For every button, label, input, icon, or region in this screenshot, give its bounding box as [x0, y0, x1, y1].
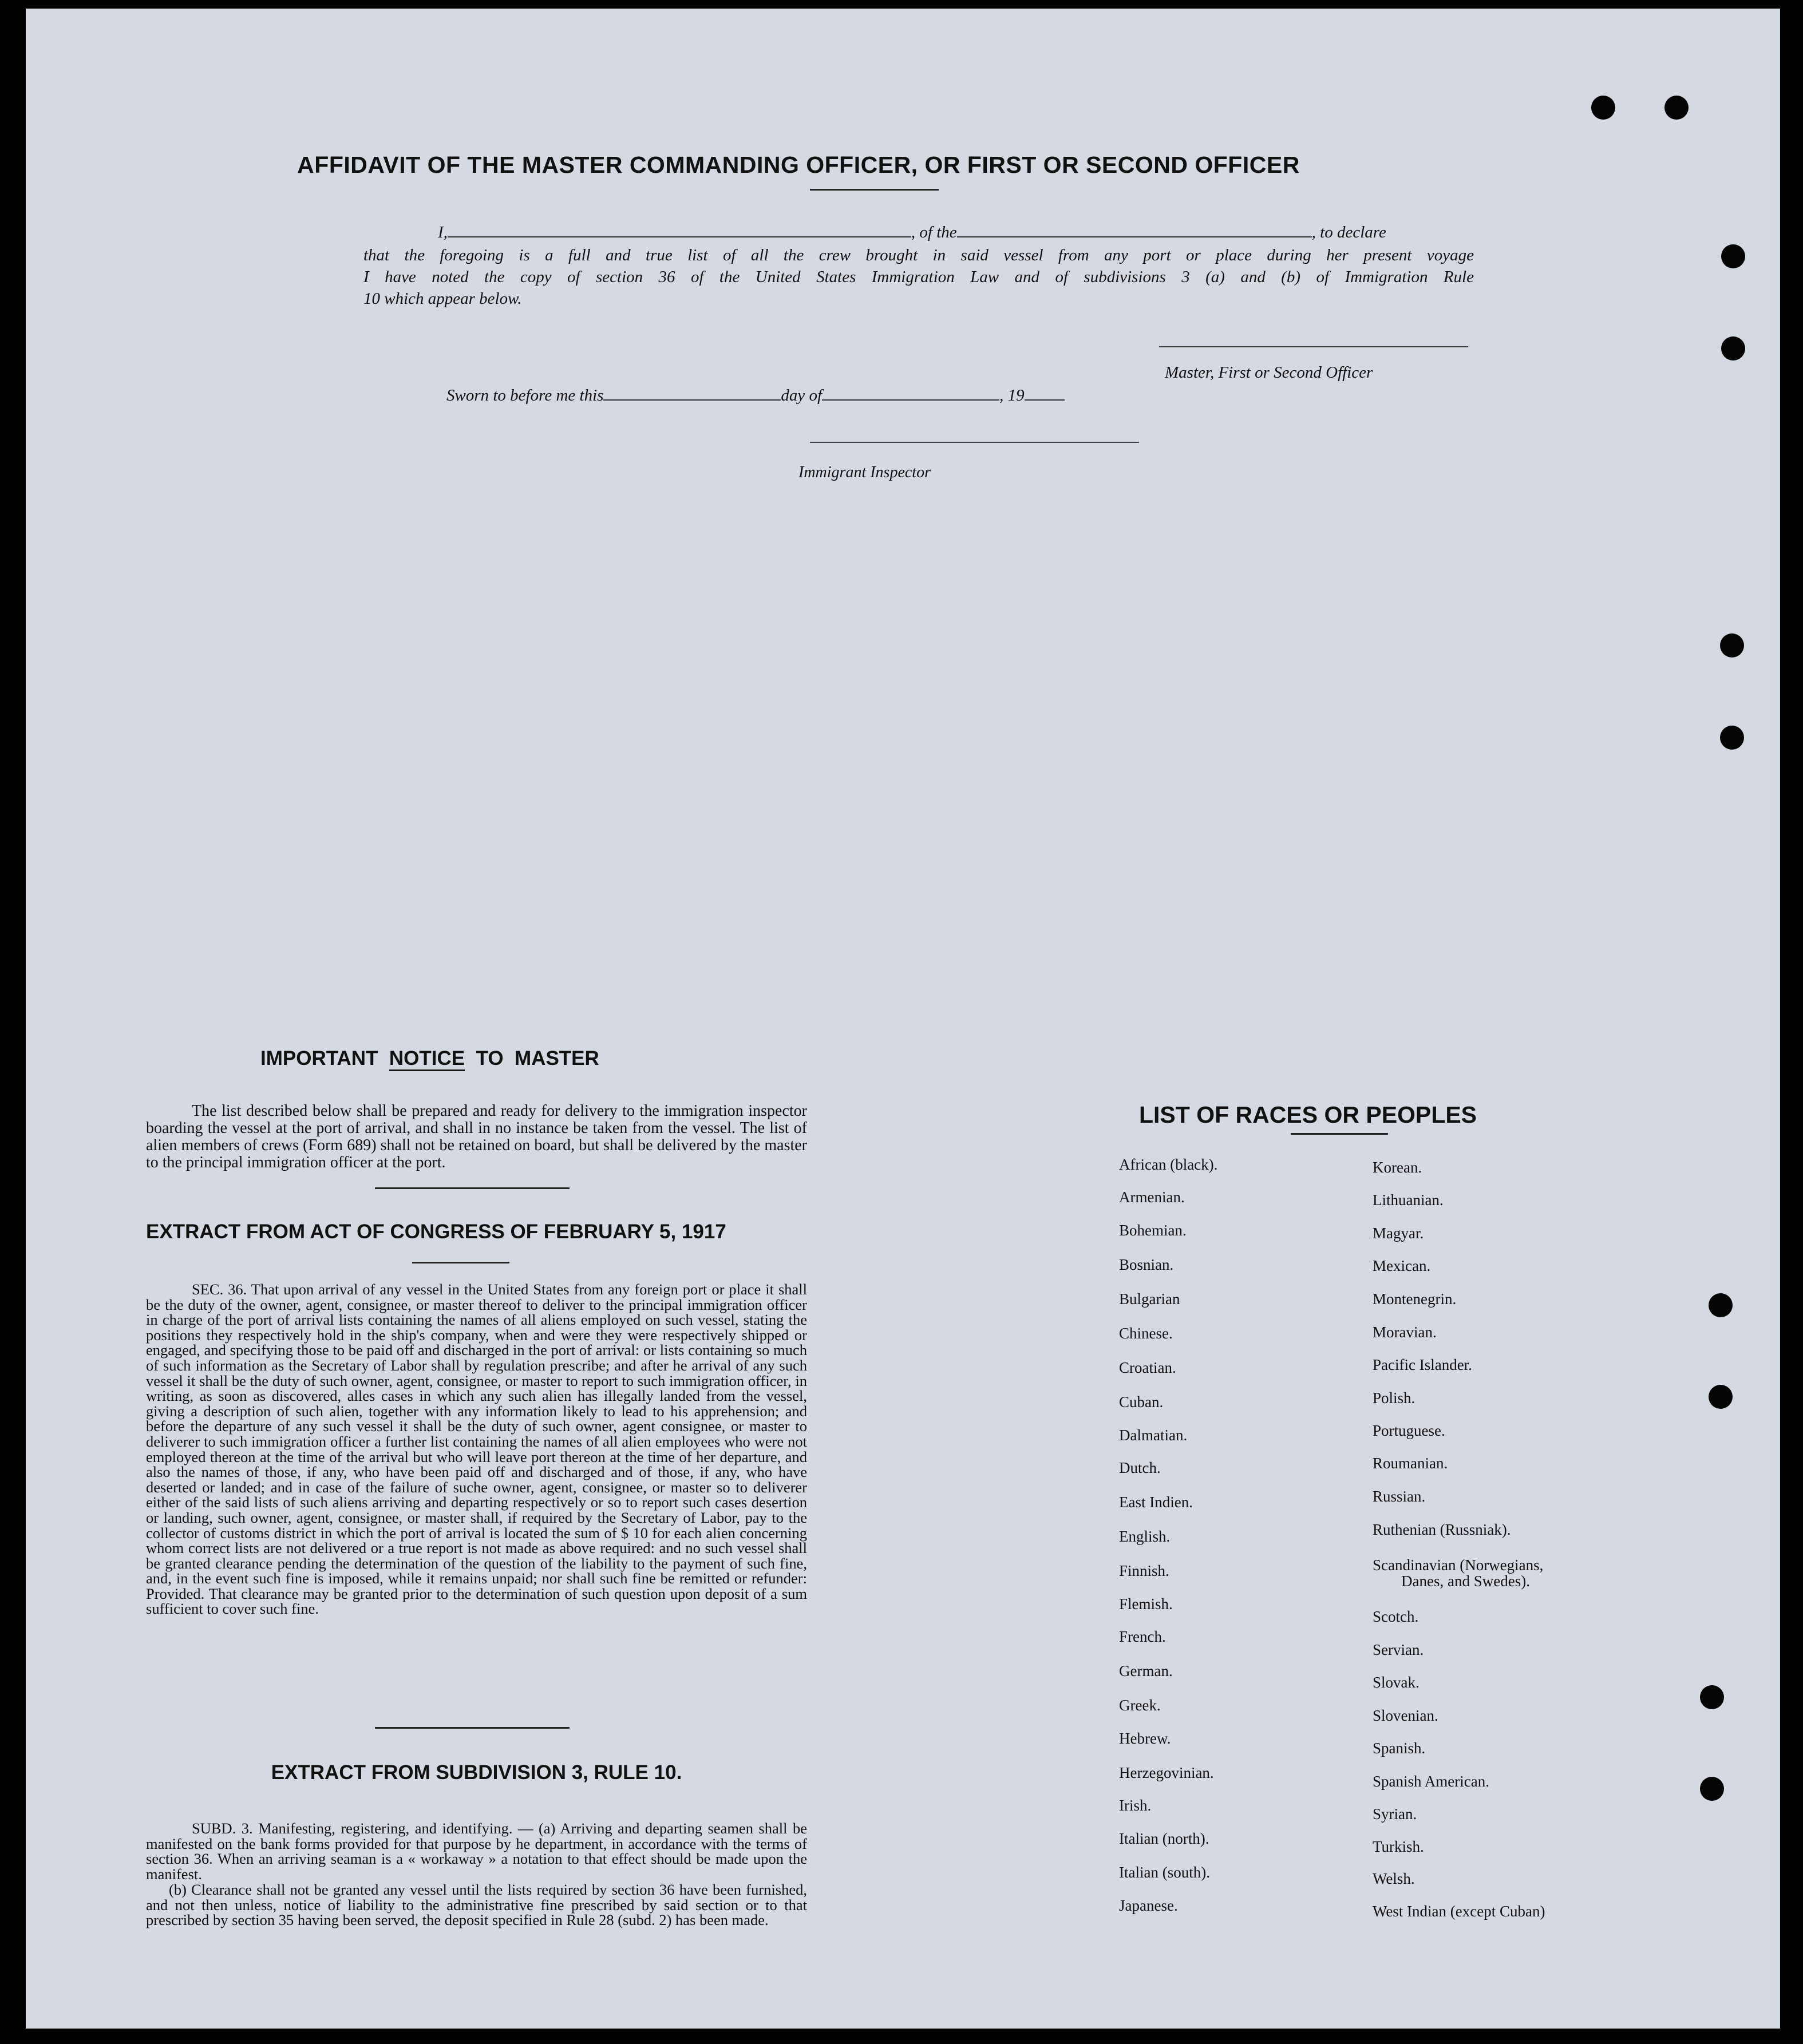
race-item: German. — [1119, 1662, 1173, 1679]
punch-hole — [1721, 336, 1745, 361]
race-item: Spanish. — [1373, 1740, 1426, 1757]
race-item: Bohemian. — [1119, 1222, 1187, 1239]
year-blank[interactable] — [1025, 399, 1065, 401]
notice-text: The list described below shall be prepared and ready for delivery to the immigration inspector boarding the vessel at the port of arrival, and shall in no instance be taken from the vessel. The list of alien members of crews (Form 689) shall not be retained on board, but shall be delivered by the master to the principal immigration officer at the port. — [146, 1102, 807, 1171]
signature-line[interactable] — [1159, 346, 1468, 347]
vessel-blank[interactable] — [957, 236, 1312, 237]
race-item: Scotch. — [1373, 1608, 1419, 1625]
race-item: Moravian. — [1373, 1324, 1437, 1341]
inspector-caption: Immigrant Inspector — [798, 464, 931, 481]
race-item: Spanish American. — [1373, 1773, 1489, 1790]
rule-para-b: (b) Clearance shall not be granted any vessel until the lists required by section 36 have been furnished, and not then unless, notice of liability to the administrative fine prescribed by said section or to that prescribed by section 35 having been served, the deposit specified in Rule 28 (subd. 2) has been made. — [146, 1881, 807, 1928]
inspector-line[interactable] — [810, 442, 1139, 443]
race-item: African (black). — [1119, 1156, 1218, 1173]
title-rule — [810, 189, 939, 191]
race-item: Pacific Islander. — [1373, 1356, 1472, 1373]
signature-caption: Master, First or Second Officer — [1165, 363, 1373, 382]
rule-para-a: SUBD. 3. Manifesting, registering, and identifying. — (a) Arriving and departing seamen shall be manifested on the bank forms provided for that purpose by he department, in accordance with the terms of section 36. When an arriving seaman is a « workaway » a notation to that effect should be made upon the manifest. — [146, 1820, 807, 1883]
race-item: Montenegrin. — [1373, 1290, 1457, 1308]
race-item: East Indien. — [1119, 1494, 1193, 1511]
race-item: Herzegovinian. — [1119, 1764, 1214, 1781]
race-item: Cuban. — [1119, 1393, 1164, 1411]
race-item: French. — [1119, 1628, 1166, 1645]
race-item: Slovenian. — [1373, 1707, 1438, 1724]
race-item: Ruthenian (Russniak). — [1373, 1521, 1511, 1538]
race-item: Bulgarian — [1119, 1290, 1180, 1308]
sworn-line: Sworn to before me this day of , 19 — [446, 386, 1065, 405]
affidavit-line-2: that the foregoing is a full and true list of all the crew brought in said vessel from any port or place during her present voyage — [363, 246, 1474, 264]
race-item: Welsh. — [1373, 1870, 1415, 1887]
act-text: SEC. 36. That upon arrival of any vessel in the United States from any foreign port or place it shall be the duty of the owner, agent, consignee, or master thereof to deliver to the principal immigration officer in charge of the port of arrival lists containing the names of all aliens employed on such vessel, stating the positions they respectively hold in the ship's company, when and were they were respectively shipped or engaged, and specifying those to be paid off and discharged in the port of arrival: or lists containing so much of such information as the Secretary of Labor shall by regulation prescribe; and after he arrival of any such vessel it shall be the duty of such owner, agent, consignee, or master to report to such immigration officer, in writing, as soon as discovered, alles cases in which any such alien has illegally landed from the vessel, giving a description of such alien, together with any information likely to lead to his apprehension; and before the departure of any such vessel it shall be the duty of such owner, agent consignee, or master to deliverer to such immigration officer a further list containing the names of all alien employees who were not employed thereon at the time of the arrival but who will leave port thereon at the time of her departure, and also the names of those, if any, who have been paid off and discharged and of those, if any, who have deserted or landed; and in case of the failure of suche owner, agent, consignee, or master so to deliverer either of the said lists of such aliens arriving and departing respectively or so to report such cases desertion or landing, such owner, agent, consignee, or master shall, if required by the Secretary of Labor, pay to the collector of customs district in which the port of arrival is located the sum of $ 10 for each alien concerning whom correct lists are not delivered or a true report is not made as above required: and no such vessel shall be granted clearance pending the determination of the question of the liability to the payment of such fine, and, in the event such fine is imposed, while it remains unpaid; nor shall such fine be remitted or refunder: Provided. That clearance may be granted prior to the determination of such question upon deposit of a sum sufficient to cover such fine. — [146, 1281, 807, 1618]
race-item: Korean. — [1373, 1159, 1422, 1176]
punch-hole — [1720, 726, 1744, 750]
name-blank[interactable] — [448, 236, 911, 237]
race-item: Scandinavian (Norwegians, — [1373, 1556, 1544, 1574]
race-item: Polish. — [1373, 1389, 1415, 1407]
race-item: West Indian (except Cuban) — [1373, 1903, 1545, 1920]
form-page — [26, 9, 1780, 2029]
race-item: English. — [1119, 1528, 1171, 1545]
month-blank[interactable] — [822, 399, 999, 401]
punch-hole — [1720, 633, 1744, 657]
affidavit-line-4: 10 which appear below. — [363, 290, 522, 308]
notice-title: IMPORTANT NOTICE TO MASTER — [260, 1047, 599, 1070]
race-item: Mexican. — [1373, 1257, 1431, 1274]
punch-hole — [1591, 96, 1615, 120]
race-item: Danes, and Swedes). — [1401, 1572, 1530, 1590]
race-item: Irish. — [1119, 1797, 1152, 1814]
race-item: Lithuanian. — [1373, 1191, 1444, 1209]
race-item: Syrian. — [1373, 1805, 1417, 1823]
race-item: Armenian. — [1119, 1189, 1185, 1206]
race-item: Italian (south). — [1119, 1864, 1210, 1881]
punch-hole — [1709, 1385, 1733, 1409]
punch-hole — [1664, 96, 1689, 120]
race-item: Hebrew. — [1119, 1730, 1171, 1747]
race-item: Turkish. — [1373, 1838, 1424, 1855]
race-item: Dutch. — [1119, 1459, 1161, 1476]
race-item: Croatian. — [1119, 1359, 1176, 1376]
act-rule — [412, 1262, 509, 1263]
race-item: Magyar. — [1373, 1225, 1424, 1242]
race-item: Slovak. — [1373, 1674, 1420, 1691]
rule-title: EXTRACT FROM SUBDIVISION 3, RULE 10. — [271, 1761, 682, 1784]
affidavit-line-1: I, , of the , to declare — [438, 223, 1386, 241]
notice-rule — [375, 1187, 570, 1189]
race-item: Greek. — [1119, 1697, 1161, 1714]
race-item: Flemish. — [1119, 1595, 1173, 1613]
affidavit-title: AFFIDAVIT OF THE MASTER COMMANDING OFFICER, OR FIRST OR SECOND OFFICER — [297, 152, 1300, 178]
races-rule — [1291, 1133, 1388, 1135]
race-item: Servian. — [1373, 1641, 1424, 1658]
act-end-rule — [375, 1727, 570, 1729]
races-title: LIST OF RACES OR PEOPLES — [1139, 1102, 1477, 1128]
race-item: Roumanian. — [1373, 1455, 1448, 1472]
punch-hole — [1721, 244, 1745, 268]
act-title: EXTRACT FROM ACT OF CONGRESS OF FEBRUARY 5, 1917 — [146, 1221, 726, 1243]
punch-hole — [1700, 1685, 1724, 1709]
race-item: Chinese. — [1119, 1325, 1173, 1342]
race-item: Bosnian. — [1119, 1256, 1174, 1273]
race-item: Finnish. — [1119, 1562, 1169, 1579]
race-item: Japanese. — [1119, 1897, 1178, 1914]
punch-hole — [1700, 1777, 1724, 1801]
race-item: Dalmatian. — [1119, 1427, 1188, 1444]
race-item: Portuguese. — [1373, 1422, 1445, 1439]
race-item: Italian (north). — [1119, 1830, 1209, 1847]
affidavit-line-3: I have noted the copy of section 36 of the United States Immigration Law and of subdivisions 3 (a) and (b) of Immigration Rule — [363, 268, 1474, 286]
day-blank[interactable] — [603, 399, 781, 401]
race-item: Russian. — [1373, 1488, 1426, 1505]
punch-hole — [1709, 1293, 1733, 1317]
